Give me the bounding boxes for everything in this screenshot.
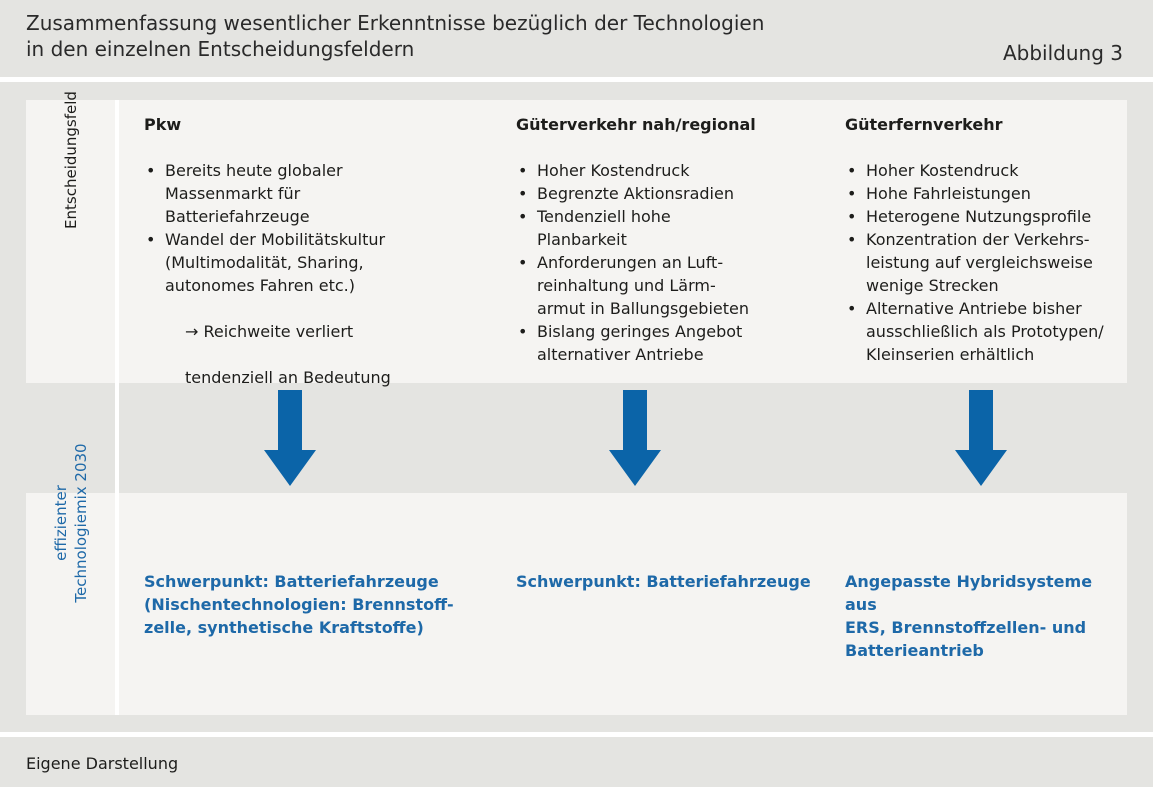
column-list-freight-long-distance — [845, 159, 1125, 366]
list-item: • Bereits heute globaler Massenmarkt für Batteriefahrzeuge — [144, 159, 444, 228]
column-list-freight-regional — [516, 159, 816, 366]
row-label-decision-field: Entscheidungsfeld — [62, 91, 80, 229]
list-item: • Heterogene Nutzungsprofile — [845, 205, 1125, 228]
list-item: • Anforderungen an Luft- reinhaltung und Lärm- armut in Ballungsgebieten — [516, 251, 816, 320]
down-arrow-icon — [609, 390, 661, 486]
down-arrow-icon — [264, 390, 316, 486]
figure-title-line-1: Zusammenfassung wesentlicher Erkenntnisse bezüglich der Technologien — [26, 11, 765, 35]
list-item: • Tendenziell hohe Planbarkeit — [516, 205, 816, 251]
list-item: • Bislang geringes Angebot alternativer Antriebe — [516, 320, 816, 366]
row-label-technology-mix — [51, 443, 91, 602]
row-label-technology-mix-line-1: effizienter — [52, 485, 70, 561]
figure-title — [26, 10, 764, 62]
figure-number: Abbildung 3 — [1002, 41, 1123, 65]
column-heading-freight-long-distance: Güterfernverkehr — [845, 115, 1003, 134]
result-freight-regional: Schwerpunkt: Batteriefahrzeuge — [516, 572, 811, 591]
list-item: • Hoher Kostendruck — [845, 159, 1125, 182]
list-item: • Konzentration der Verkehrs- leistung auf vergleichsweise wenige Strecken — [845, 228, 1125, 297]
list-item: • Begrenzte Aktionsradien — [516, 182, 816, 205]
list-item: • Wandel der Mobilitätskultur (Multimodalität, Sharing, autonomes Fahren etc.) — [144, 228, 444, 297]
result-freight-long-distance: Angepasste Hybridsysteme aus ERS, Brennstoffzellen- und Batterieantrieb — [845, 572, 1093, 660]
sub-note-line-2: tendenziell an Bedeutung — [185, 368, 391, 387]
figure-title-line-2: in den einzelnen Entscheidungsfeldern — [26, 37, 415, 61]
column-list-pkw — [144, 159, 444, 412]
result-pkw: Schwerpunkt: Batteriefahrzeuge (Nischentechnologien: Brennstoff- zelle, synthetische Kraftstoffe) — [144, 572, 454, 637]
source-note: Eigene Darstellung — [26, 754, 179, 773]
list-item: • Alternative Antriebe bisher ausschließlich als Prototypen/ Kleinserien erhältlich — [845, 297, 1125, 366]
column-heading-freight-regional: Güterverkehr nah/regional — [516, 115, 756, 134]
label-column-divider — [115, 100, 119, 715]
row-label-technology-mix-line-2: Technologiemix 2030 — [72, 443, 90, 603]
list-item: • Hohe Fahrleistungen — [845, 182, 1125, 205]
list-item: • Hoher Kostendruck — [516, 159, 816, 182]
sub-note-line-1: → Reichweite verliert — [185, 322, 354, 341]
column-heading-pkw: Pkw — [144, 115, 182, 134]
down-arrow-icon — [955, 390, 1007, 486]
figure-header — [0, 0, 1153, 77]
